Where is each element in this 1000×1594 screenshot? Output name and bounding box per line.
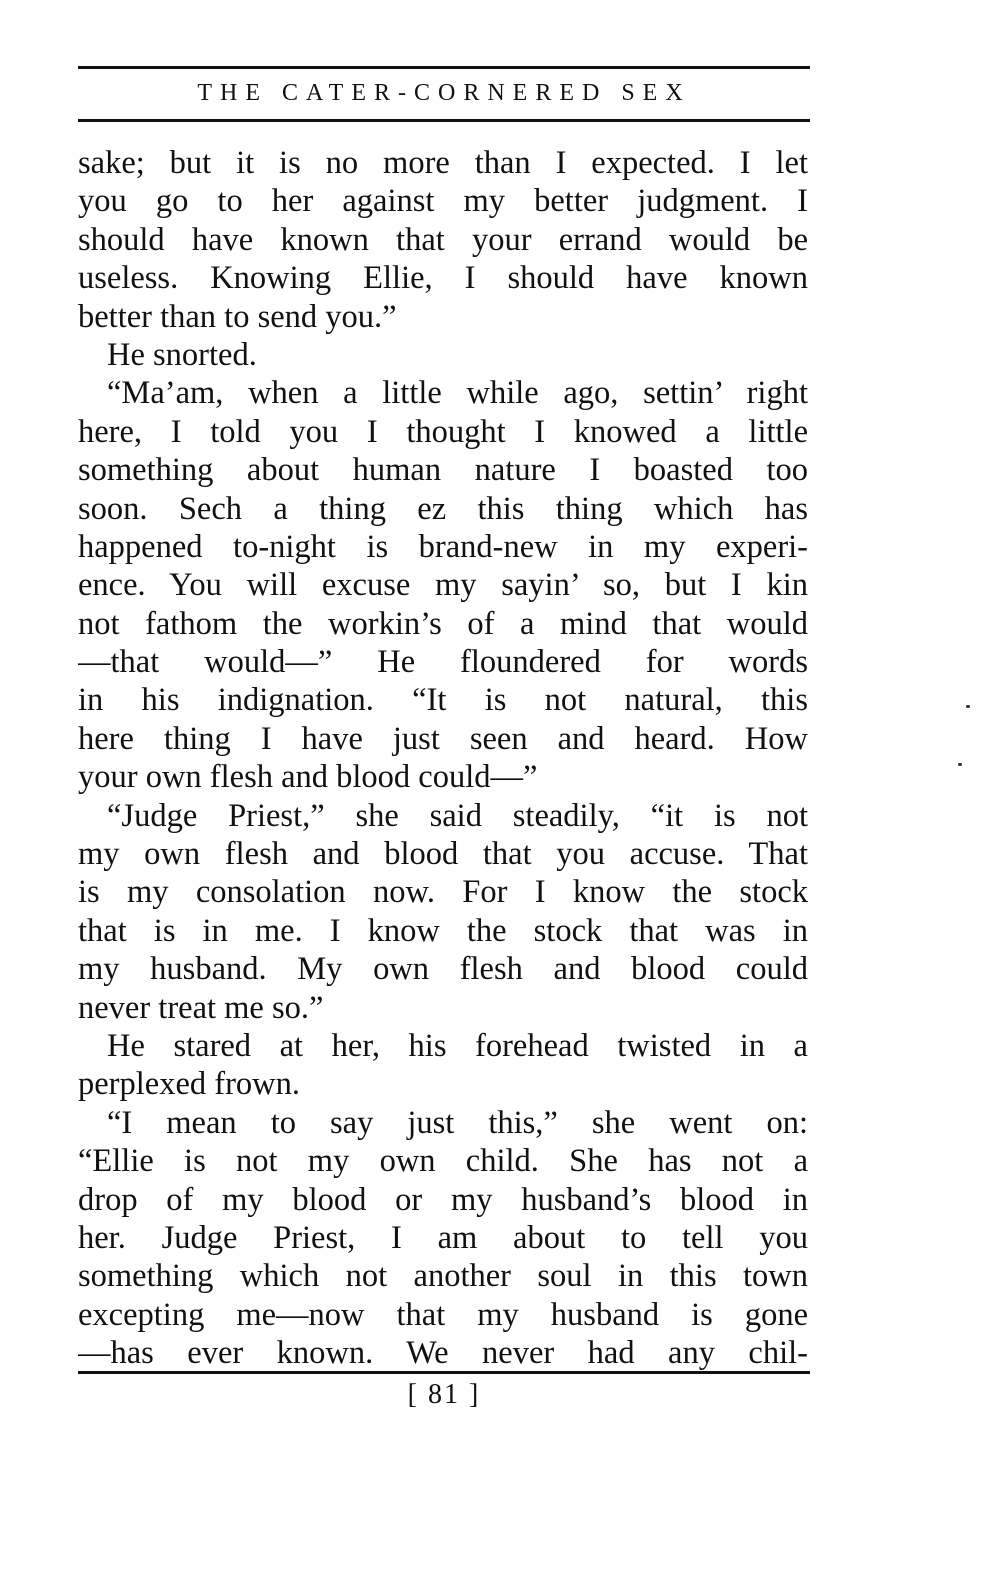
text-line: “Ellie is not my own child. She has not a (78, 1143, 808, 1180)
text-line: happened to-night is brand-new in my experi- (78, 528, 808, 565)
text-line: my own flesh and blood that you accuse. That (78, 836, 808, 873)
text-line: —has ever known. We never had any chil- (78, 1335, 808, 1372)
footer-rule (78, 1371, 810, 1374)
scan-speck (958, 763, 962, 766)
running-head: THE CATER-CORNERED SEX (197, 80, 691, 106)
text-line: “Ma’am, when a little while ago, settin’ right (107, 375, 808, 412)
text-line: He stared at her, his forehead twisted in a (107, 1027, 808, 1064)
text-line: sake; but it is no more than I expected. I let (78, 145, 808, 181)
text-line: perplexed frown. (78, 1066, 300, 1103)
text-line: “I mean to say just this,” she went on: (107, 1104, 808, 1141)
scan-speck (966, 705, 970, 708)
text-line: “Judge Priest,” she said steadily, “it is not (107, 797, 808, 834)
text-line: you go to her against my better judgment. I (78, 183, 808, 220)
page-number: [ 81 ] (407, 1379, 481, 1410)
body-text (78, 144, 808, 1373)
text-line: here, I told you I thought I knowed a little (78, 413, 808, 450)
text-line: drop of my blood or my husband’s blood in (78, 1181, 808, 1218)
text-line: excepting me—now that my husband is gone (78, 1296, 808, 1333)
text-line: He snorted. (107, 336, 257, 373)
text-line: better than to send you.” (78, 298, 397, 335)
text-line: her. Judge Priest, I am about to tell you (78, 1219, 808, 1256)
text-line: my husband. My own flesh and blood could (78, 951, 808, 988)
text-line: —that would—” He floundered for words (78, 644, 808, 681)
text-line: useless. Knowing Ellie, I should have known (78, 260, 808, 297)
top-rule (78, 66, 810, 69)
text-line: ence. You will excuse my sayin’ so, but I kin (78, 567, 808, 604)
text-line: something about human nature I boasted too (78, 452, 808, 489)
text-line: not fathom the workin’s of a mind that would (78, 605, 808, 642)
text-line: here thing I have just seen and heard. How (78, 720, 808, 757)
text-line: something which not another soul in this town (78, 1258, 808, 1295)
text-line: should have known that your errand would be (78, 221, 808, 258)
text-line: never treat me so.” (78, 989, 324, 1026)
text-line: soon. Sech a thing ez this thing which has (78, 490, 808, 527)
text-line: that is in me. I know the stock that was in (78, 912, 808, 949)
text-line: in his indignation. “It is not natural, this (78, 682, 808, 719)
header-rule (78, 119, 810, 122)
text-line: is my consolation now. For I know the stock (78, 874, 808, 911)
text-line: your own flesh and blood could—” (78, 759, 538, 796)
